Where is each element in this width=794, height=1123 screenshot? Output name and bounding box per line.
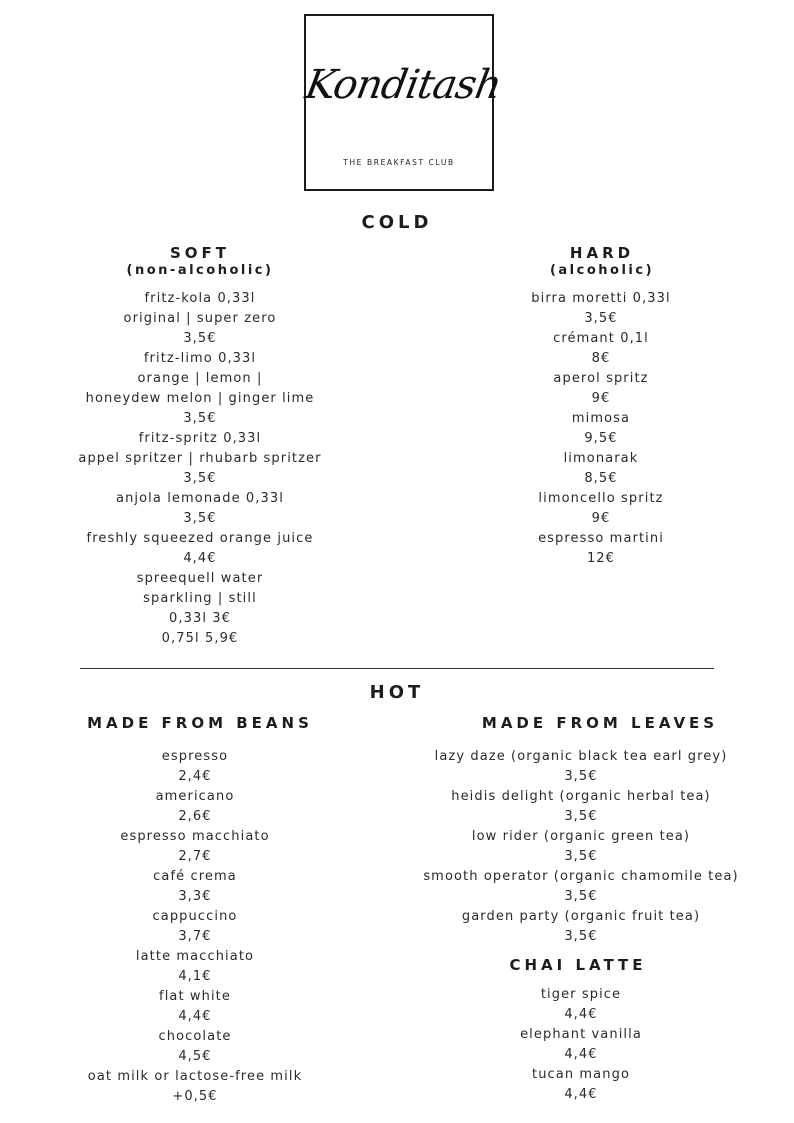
menu-item-line: espresso bbox=[161, 749, 229, 764]
menu-item-line: mimosa bbox=[571, 411, 631, 426]
menu-item-line: 0,33l 3€ bbox=[168, 611, 232, 626]
menu-item-line: 4,1€ bbox=[178, 969, 212, 984]
menu-item-line: 4,4€ bbox=[564, 1047, 598, 1062]
menu-item-line: americano bbox=[155, 789, 235, 804]
menu-item-line: 2,4€ bbox=[178, 769, 212, 784]
menu-item-line: honeydew melon | ginger lime bbox=[85, 391, 315, 406]
menu-item-line: 9€ bbox=[591, 511, 611, 526]
menu-item-line: birra moretti 0,33l bbox=[531, 291, 671, 306]
leaves-heading: MADE FROM LEAVES bbox=[481, 714, 719, 732]
menu-item-line: crémant 0,1l bbox=[553, 331, 649, 346]
logo-tagline: THE BREAKFAST CLUB bbox=[343, 158, 455, 167]
beans-heading: MADE FROM BEANS bbox=[87, 714, 313, 732]
menu-item-line: 4,4€ bbox=[183, 551, 217, 566]
menu-item-line: limonarak bbox=[563, 451, 639, 466]
menu-item-line: orange | lemon | bbox=[137, 371, 263, 386]
menu-item-line: 3,5€ bbox=[564, 849, 598, 864]
menu-item-line: cappuccino bbox=[152, 909, 238, 924]
hard-drinks-heading: HARD bbox=[569, 244, 635, 262]
menu-item-line: lazy daze (organic black tea earl grey) bbox=[434, 749, 728, 764]
menu-item-line: limoncello spritz bbox=[538, 491, 664, 506]
menu-item-line: latte macchiato bbox=[135, 949, 255, 964]
menu-item-line: smooth operator (organic chamomile tea) bbox=[423, 869, 739, 884]
menu-item-line: 3,5€ bbox=[584, 311, 618, 326]
menu-item-line: 2,7€ bbox=[178, 849, 212, 864]
hard-drinks-subheading: (alcoholic) bbox=[549, 263, 655, 278]
menu-item-line: 12€ bbox=[586, 551, 616, 566]
menu-item-line: spreequell water bbox=[136, 571, 264, 586]
menu-item-line: 3,5€ bbox=[564, 769, 598, 784]
menu-item-line: 3,3€ bbox=[178, 889, 212, 904]
menu-item-line: elephant vanilla bbox=[520, 1027, 642, 1042]
soft-drinks-heading: SOFT bbox=[169, 244, 231, 262]
menu-item-line: aperol spritz bbox=[553, 371, 649, 386]
menu-item-line: espresso martini bbox=[538, 531, 664, 546]
menu-item-line: oat milk or lactose-free milk bbox=[87, 1069, 303, 1084]
menu-item-line: heidis delight (organic herbal tea) bbox=[451, 789, 711, 804]
menu-item-line: 3,7€ bbox=[178, 929, 212, 944]
menu-item-line: tucan mango bbox=[532, 1067, 630, 1082]
menu-item-line: low rider (organic green tea) bbox=[471, 829, 691, 844]
beans-list bbox=[0, 747, 390, 1107]
menu-item-line: +0,5€ bbox=[172, 1089, 218, 1104]
menu-item-line: 9,5€ bbox=[584, 431, 618, 446]
menu-item-line: 3,5€ bbox=[564, 929, 598, 944]
hot-section-title: HOT bbox=[369, 682, 425, 703]
hard-drinks-list bbox=[396, 289, 794, 569]
menu-item-line: flat white bbox=[159, 989, 231, 1004]
menu-item-line: 3,5€ bbox=[564, 809, 598, 824]
section-divider bbox=[80, 668, 714, 669]
menu-item-line: 3,5€ bbox=[183, 511, 217, 526]
menu-item-line: garden party (organic fruit tea) bbox=[461, 909, 701, 924]
menu-item-line: café crema bbox=[153, 869, 237, 884]
menu-item-line: freshly squeezed orange juice bbox=[86, 531, 314, 546]
menu-item-line: 4,5€ bbox=[178, 1049, 212, 1064]
menu-item-line: 4,4€ bbox=[564, 1007, 598, 1022]
leaves-list bbox=[384, 747, 778, 947]
menu-item-line: appel spritzer | rhubarb spritzer bbox=[78, 451, 322, 466]
menu-item-line: 4,4€ bbox=[564, 1087, 598, 1102]
menu-item-line: 8€ bbox=[591, 351, 611, 366]
menu-item-line: 4,4€ bbox=[178, 1009, 212, 1024]
menu-item-line: 3,5€ bbox=[183, 471, 217, 486]
soft-drinks-list bbox=[0, 289, 400, 649]
menu-item-line: 2,6€ bbox=[178, 809, 212, 824]
menu-item-line: sparkling | still bbox=[143, 591, 257, 606]
menu-item-line: fritz-spritz 0,33l bbox=[138, 431, 262, 446]
menu-item-line: 3,5€ bbox=[564, 889, 598, 904]
menu-item-line: tiger spice bbox=[540, 987, 622, 1002]
menu-item-line: original | super zero bbox=[123, 311, 277, 326]
menu-item-line: 3,5€ bbox=[183, 411, 217, 426]
soft-drinks-subheading: (non-alcoholic) bbox=[126, 263, 274, 278]
logo bbox=[301, 14, 505, 191]
menu-item-line: 3,5€ bbox=[183, 331, 217, 346]
menu-item-line: fritz-kola 0,33l bbox=[144, 291, 256, 306]
menu-item-line: fritz-limo 0,33l bbox=[143, 351, 257, 366]
logo-wordmark: Konditash bbox=[301, 62, 505, 108]
cold-section-title: COLD bbox=[361, 212, 433, 233]
menu-item-line: anjola lemonade 0,33l bbox=[116, 491, 284, 506]
menu-item-line: 9€ bbox=[591, 391, 611, 406]
menu-item-line: espresso macchiato bbox=[120, 829, 270, 844]
menu-item-line: 0,75l 5,9€ bbox=[161, 631, 239, 646]
menu-item-line: 8,5€ bbox=[584, 471, 618, 486]
menu-item-line: chocolate bbox=[158, 1029, 232, 1044]
chai-latte-list bbox=[384, 985, 778, 1105]
chai-latte-heading: CHAI LATTE bbox=[509, 956, 647, 974]
